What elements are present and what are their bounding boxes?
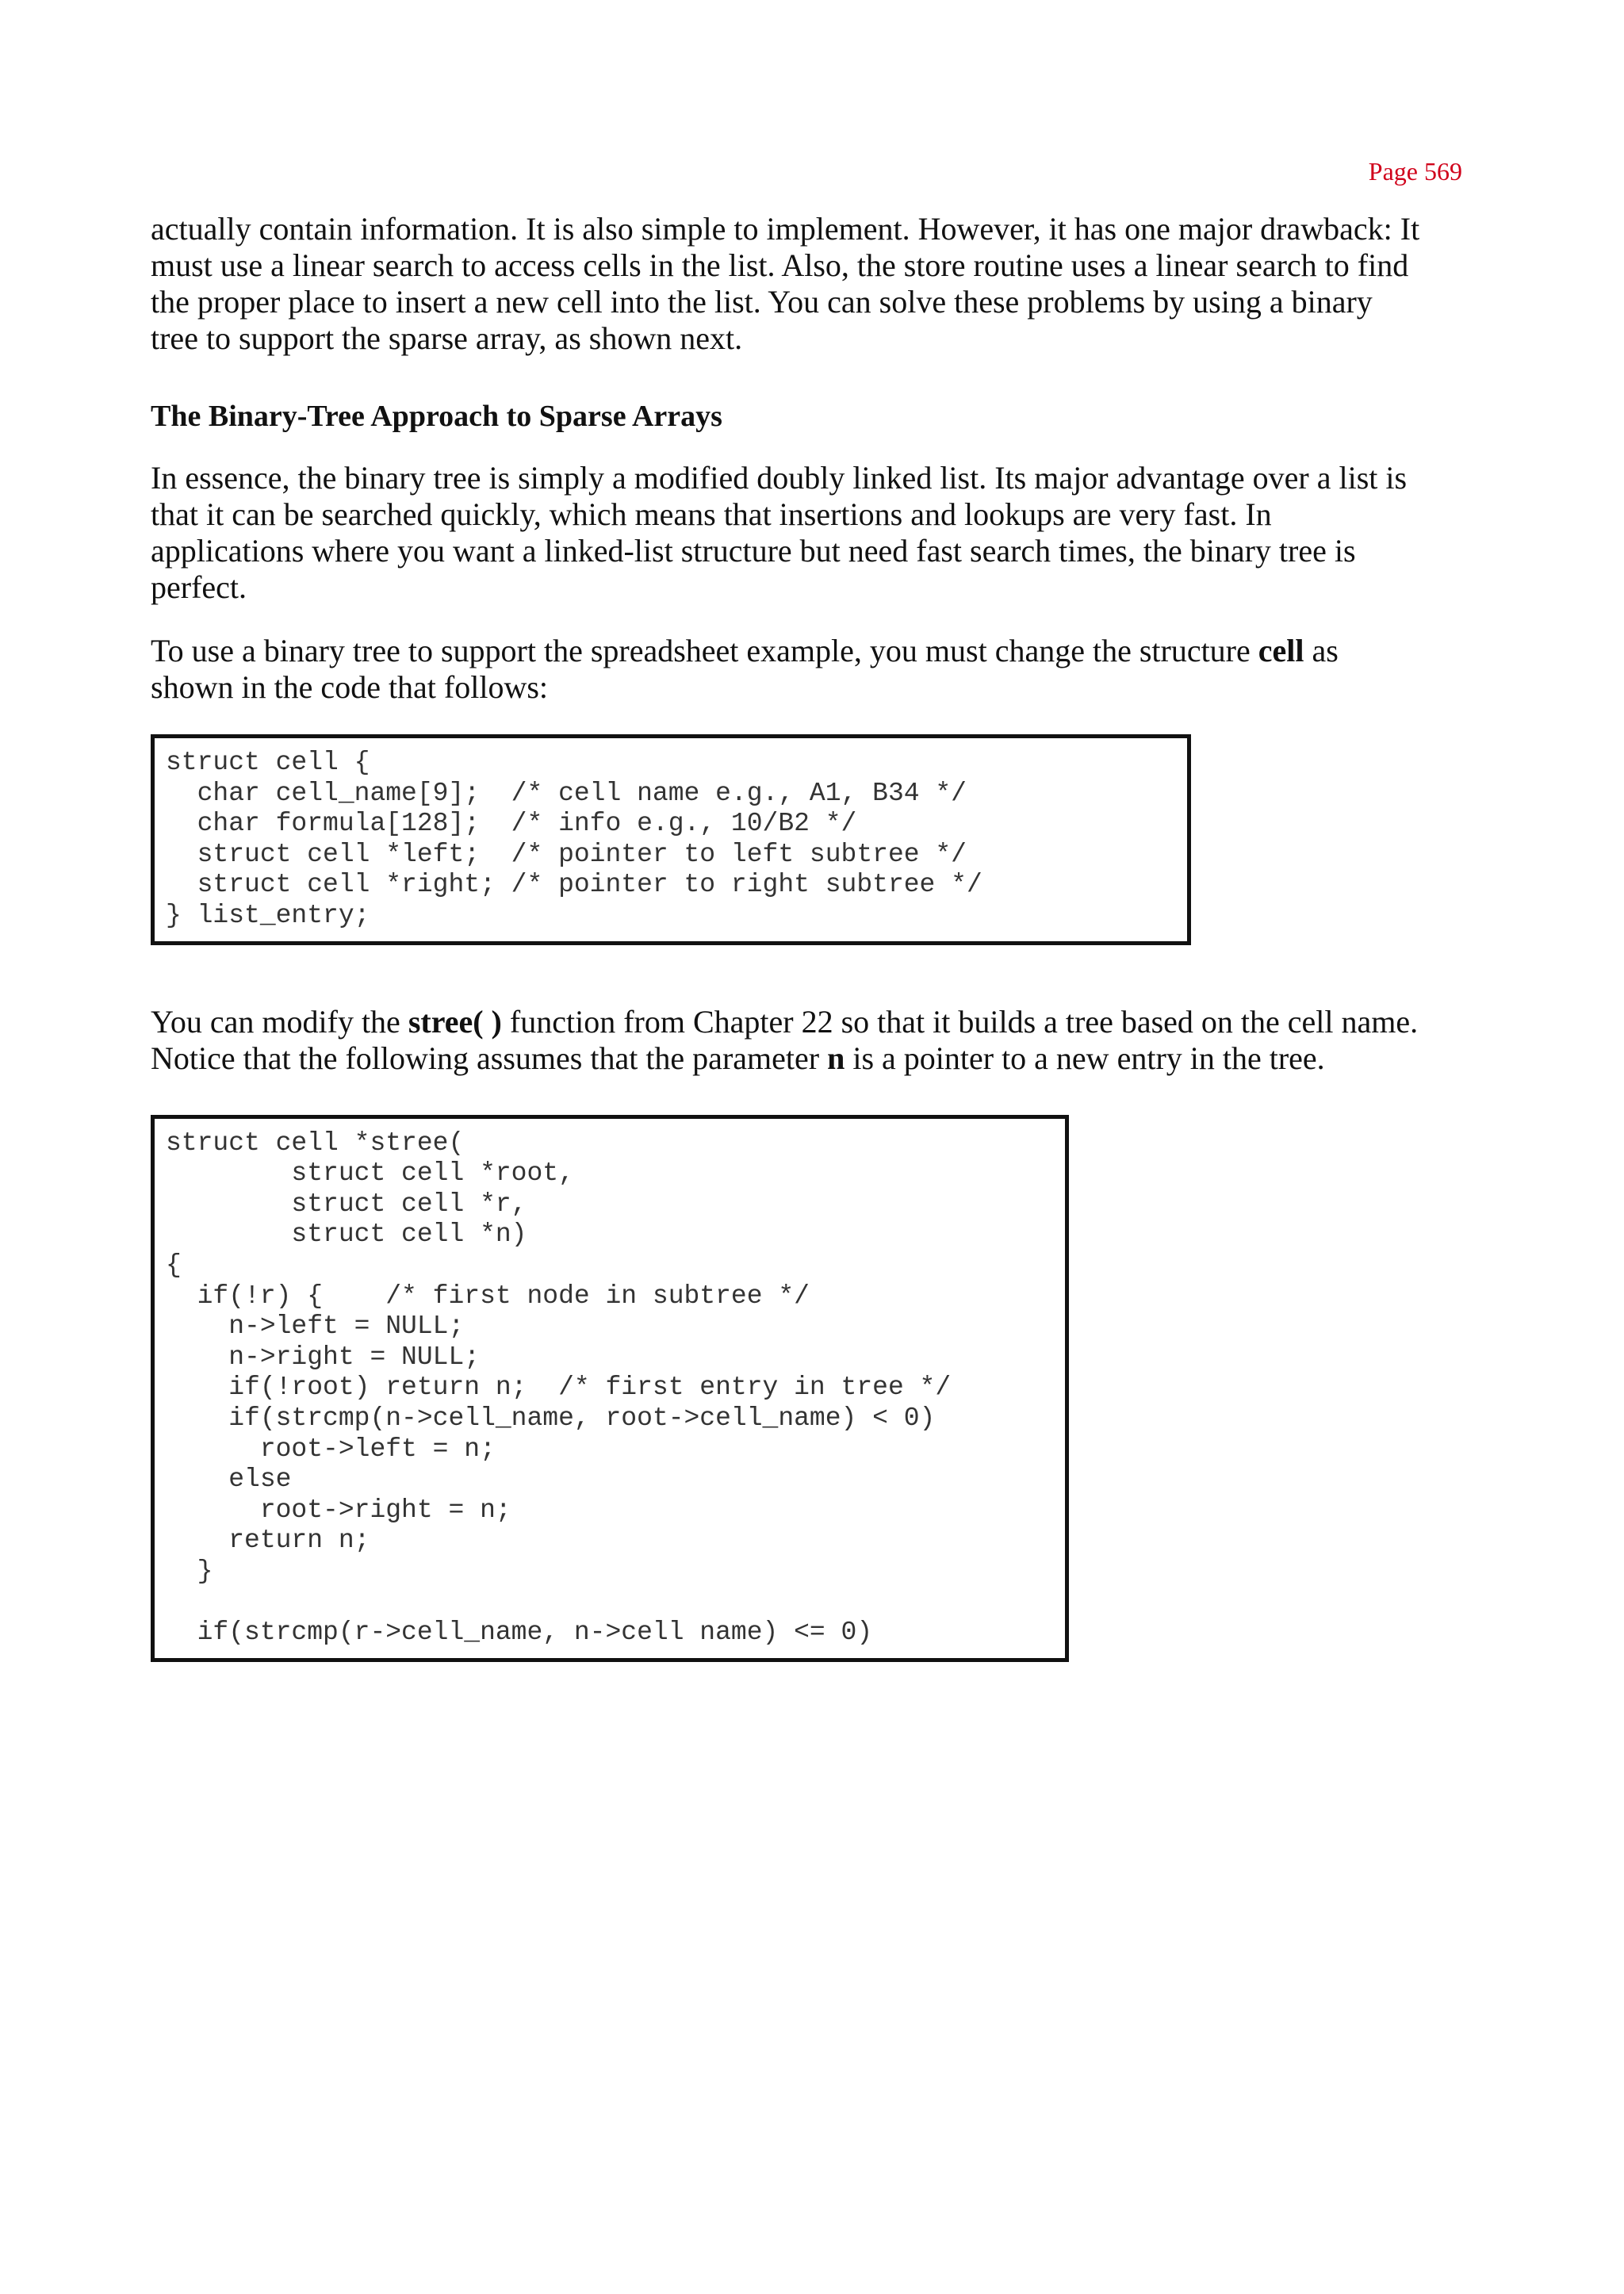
inline-code-n: n bbox=[827, 1040, 845, 1076]
paragraph-binary-tree: In essence, the binary tree is simply a modified doubly linked list. Its major advantage over a list is that it can be searched quickly, which means that insertions and lookups are very fast. In applications where you want a linked-list structure but need fast search times, the binary tree is perfect. bbox=[151, 460, 1408, 605]
page-number: Page 569 bbox=[1368, 157, 1462, 186]
inline-code-cell: cell bbox=[1258, 633, 1304, 668]
paragraph-intro: actually contain information. It is also simple to implement. However, it has one major drawback: It must use a linear search to access cells in the list. Also, the store routine uses a linear search to find the proper place to insert a new cell into the list. You can solve these problems by using a binary tree to support the sparse array, as shown next. bbox=[151, 211, 1420, 356]
code-block-stree bbox=[151, 1115, 1069, 1662]
paragraph-text: To use a binary tree to support the spreadsheet example, you must change the structure bbox=[151, 633, 1258, 668]
paragraph-text: function from Chapter 22 so that it builds a tree based on the cell name. Notice that the following assumes that the parameter bbox=[151, 1003, 1419, 1076]
paragraph-structure-change bbox=[151, 633, 1475, 706]
code-block-struct bbox=[151, 734, 1191, 945]
paragraph-text: You can modify the bbox=[151, 1003, 408, 1040]
paragraph-text: is a pointer to a new entry in the tree. bbox=[845, 1040, 1325, 1076]
paragraph-text: as shown in the code that follows: bbox=[151, 633, 1339, 705]
paragraph-stree bbox=[151, 1004, 1475, 1077]
section-heading: The Binary-Tree Approach to Sparse Arrays bbox=[151, 400, 722, 433]
page-content bbox=[151, 211, 1475, 1662]
code-listing-stree: struct cell *stree( struct cell *root, struct cell *r, struct cell *n) { if(!r) { /* first node in subtree */ n->left = NULL; n->right = NULL; if(!root) return n; /* first entry in tree */ if(strcmp(n->cell_name, root->cell_name) < 0) root->left = n; else root->right = n; return n; } if(strcmp(r->cell_name, n->cell name) <= 0) bbox=[166, 1128, 952, 1648]
inline-code-stree: stree( ) bbox=[408, 1003, 502, 1040]
code-listing-struct: struct cell { char cell_name[9]; /* cell name e.g., A1, B34 */ char formula[128]; /* info e.g., 10/B2 */ struct cell *left; /* pointer to left subtree */ struct cell *right; /* pointer to right subtree */ } list_entry; bbox=[166, 748, 982, 930]
